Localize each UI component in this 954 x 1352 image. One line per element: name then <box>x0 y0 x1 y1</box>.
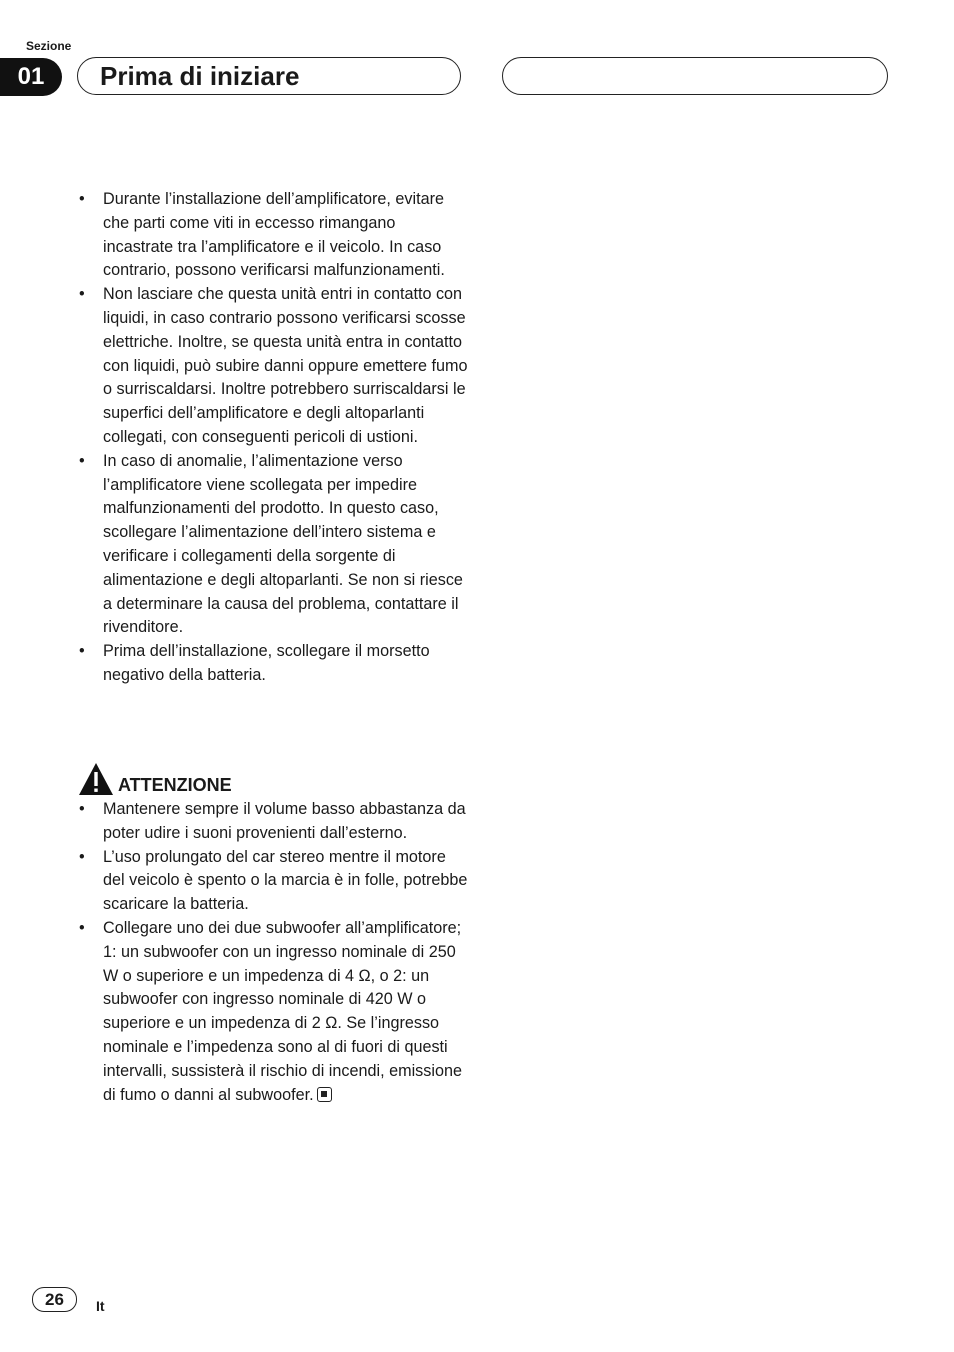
section-label: Sezione <box>26 39 72 53</box>
list-item: • In caso di anomalie, l’alimentazione verso l’amplificatore viene scollegata per impedire malfunzionamenti del prodotto. In questo caso, scollegare l’alimentazione dell’intero sistema e verificare i collegamenti della sorgente di alimentazione e degli altoparlanti. Se non si riesce a determinare la causa del problema, contattare il rivenditore. <box>78 450 470 640</box>
caution-title: ATTENZIONE <box>118 775 232 795</box>
main-bullet-list <box>78 188 470 688</box>
end-of-section-icon <box>317 1087 332 1102</box>
caution-heading <box>78 760 232 796</box>
list-item: • Non lasciare che questa unità entri in contatto con liquidi, in caso contrario possono verificarsi scosse elettriche. Inoltre, se questa unità entra in contatto con liquidi, può subire danni oppure emettere fumo o surriscaldarsi. Inoltre potrebbero surriscaldarsi le superfici dell’amplificatore e degli altoparlanti collegati, con conseguenti pericoli di ustioni. <box>78 283 470 450</box>
caution-bullet-list <box>78 798 470 1107</box>
list-item: • Mantenere sempre il volume basso abbastanza da poter udire i suoni provenienti dall’esterno. <box>78 798 470 846</box>
page-title: Prima di iniziare <box>77 57 461 95</box>
warning-triangle-icon <box>78 762 114 796</box>
right-header-box <box>502 57 888 95</box>
page-number: 26 <box>32 1287 77 1312</box>
list-item: • Prima dell’installazione, scollegare il morsetto negativo della batteria. <box>78 640 470 688</box>
list-item: • Durante l’installazione dell’amplificatore, evitare che parti come viti in eccesso rimangano incastrate tra l’amplificatore e il veicolo. In caso contrario, possono verificarsi malfunzionamenti. <box>78 188 470 283</box>
language-code: It <box>96 1298 105 1314</box>
section-number-badge: 01 <box>0 58 62 96</box>
list-item-text: Collegare uno dei due subwoofer all’amplificatore; 1: un subwoofer con un ingresso nominale di 250 W o superiore e un impedenza di 4 Ω, o 2: un subwoofer con ingresso nominale di 420 W o superiore e un impedenza di 2 Ω. Se l’ingresso nominale e l’impedenza sono al di fuori di questi intervalli, sussisterà il rischio di incendi, emissione di fumo o danni al subwoofer. <box>103 918 462 1104</box>
list-item: • L’uso prolungato del car stereo mentre il motore del veicolo è spento o la marcia è in folle, potrebbe scaricare la batteria. <box>78 846 470 917</box>
list-item <box>78 917 470 1107</box>
